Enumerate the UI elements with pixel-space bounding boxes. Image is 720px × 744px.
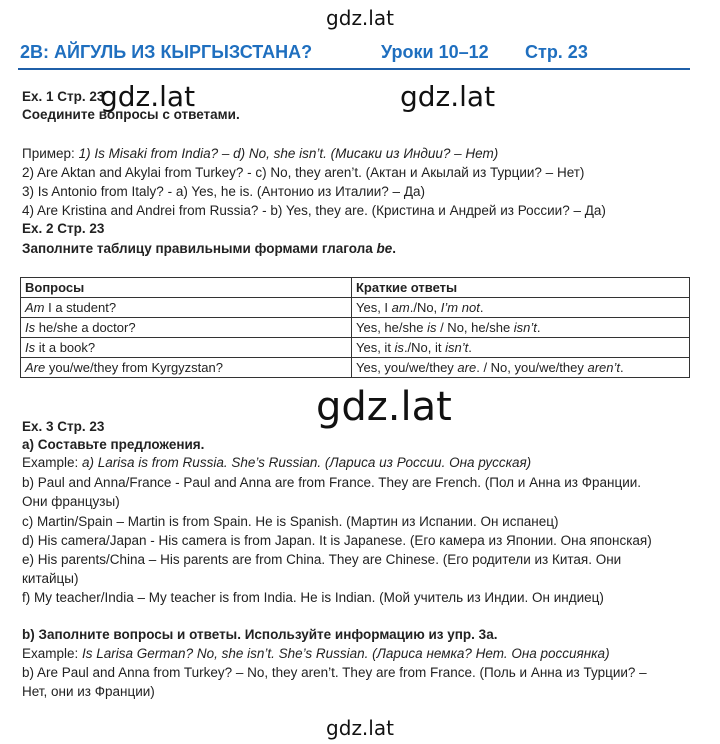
example-text: Is Larisa German? No, she isn’t. She’s Russian. (Лариса немка? Нет. Она россиянка) <box>82 646 610 661</box>
answer-part: Yes, I <box>356 300 392 315</box>
verb-form: am <box>391 300 410 315</box>
question-cell <box>21 338 352 358</box>
ex1-example <box>22 145 498 163</box>
watermark: gdz.lat <box>100 80 196 113</box>
ex1-item: 2) Are Aktan and Akylai from Turkey? - c) No, they aren’t. (Актан и Акылай из Турции? – Нет) <box>22 165 585 180</box>
verb-form: Are <box>25 360 46 375</box>
ex3-b-line: b) Are Paul and Anna from Turkey? – No, they aren’t. They are from France. (Поль и Анна из Турции? – <box>22 665 647 680</box>
watermark-top: gdz.lat <box>326 6 394 30</box>
question-cell <box>21 298 352 318</box>
ex3-line: c) Martin/Spain – Martin is from Spain. He is Spanish. (Мартин из Испании. Он испанец) <box>22 514 559 529</box>
table-header-row <box>21 278 690 298</box>
table-row <box>21 358 690 378</box>
table-row <box>21 318 690 338</box>
answer-cell <box>352 358 690 378</box>
verb-form: are <box>457 360 477 375</box>
table-row <box>21 338 690 358</box>
answer-part: / No, he/she <box>436 320 514 335</box>
ex3-b-line: Нет, они из Франции) <box>22 684 155 699</box>
question-rest: I a student? <box>44 300 117 315</box>
verb-form: isn’t <box>445 340 469 355</box>
verb-form: is <box>427 320 437 335</box>
answer-part: . <box>468 340 472 355</box>
ex3-line: d) His camera/Japan - His camera is from Japan. It is Japanese. (Его камера из Японии. Она японская) <box>22 533 652 548</box>
ex1-item: 3) Is Antonio from Italy? - a) Yes, he is. (Антонио из Италии? – Да) <box>22 184 425 199</box>
verb-form: Am <box>25 300 45 315</box>
table-row <box>21 298 690 318</box>
ex3-line: e) His parents/China – His parents are from China. They are Chinese. (Его родители из Китая. Они <box>22 552 622 567</box>
answer-part: . <box>536 320 541 335</box>
be-forms-table <box>20 277 690 378</box>
ex3-example <box>22 454 531 472</box>
answer-part: Yes, you/we/they <box>356 360 458 375</box>
verb-form: Is <box>25 340 36 355</box>
watermark-center: gdz.lat <box>316 384 452 430</box>
question-cell <box>21 318 352 338</box>
unit-title: 2B: АЙГУЛЬ ИЗ КЫРГЫЗСТАНА? <box>20 42 313 62</box>
ex3-b-example <box>22 645 610 663</box>
ex3-line: f) My teacher/India – My teacher is from India. He is Indian. (Мой учитель из Индии. Он индиец) <box>22 590 604 605</box>
ex2-heading: Ex. 2 Стр. 23 <box>22 221 105 236</box>
ex2-verb: be <box>376 241 393 256</box>
watermark-bottom: gdz.lat <box>326 716 394 740</box>
answer-cell <box>352 298 690 318</box>
verb-form: isn’t <box>513 320 537 335</box>
ex3-part-a-heading: a) Составьте предложения. <box>22 437 205 452</box>
example-label: Example: <box>22 646 83 661</box>
answer-cell <box>352 338 690 358</box>
answer-cell <box>352 318 690 338</box>
page-header <box>18 40 690 70</box>
answer-part: . / No, you/we/they <box>476 360 588 375</box>
answer-part: . <box>479 300 484 315</box>
answer-part: ./No, <box>409 300 441 315</box>
ex2-instruction <box>22 240 396 258</box>
question-cell <box>21 358 352 378</box>
verb-form: I’m not <box>440 300 480 315</box>
verb-form: is <box>394 340 404 355</box>
answer-part: Yes, it <box>356 340 395 355</box>
ex3-heading: Ex. 3 Стр. 23 <box>22 419 105 434</box>
verb-form: aren’t <box>587 360 621 375</box>
example-label: Example: <box>22 455 83 470</box>
question-rest: it a book? <box>35 340 96 355</box>
column-header-answers: Краткие ответы <box>352 278 690 298</box>
ex3-line: китайцы) <box>22 571 79 586</box>
ex2-instruction-end: . <box>392 241 396 256</box>
lessons-label: Уроки 10–12 <box>381 42 489 62</box>
answer-part: ./No, it <box>403 340 446 355</box>
verb-form: Is <box>25 320 36 335</box>
ex3-line: b) Paul and Anna/France - Paul and Anna are from France. They are French. (Пол и Анна из Франции. <box>22 475 642 490</box>
ex2-instruction-text: Заполните таблицу правильными формами глагола <box>22 241 377 256</box>
example-text: a) Larisa is from Russia. She’s Russian. (Лариса из России. Она русская) <box>82 455 532 470</box>
example-text: 1) Is Misaki from India? – d) No, she isn’t. (Мисаки из Индии? – Нет) <box>78 146 499 161</box>
answer-part: . <box>620 360 624 375</box>
answer-part: Yes, he/she <box>356 320 428 335</box>
ex3-part-b-heading: b) Заполните вопросы и ответы. Используйте информацию из упр. 3а. <box>22 627 498 642</box>
question-rest: he/she a doctor? <box>35 320 136 335</box>
page-label: Стр. 23 <box>525 42 588 62</box>
ex1-heading: Ex. 1 Стр. 23 <box>22 89 105 104</box>
question-rest: you/we/they from Kyrgyzstan? <box>45 360 223 375</box>
column-header-questions: Вопросы <box>21 278 352 298</box>
ex1-instruction: Соедините вопросы с ответами. <box>22 107 240 122</box>
ex3-line: Они французы) <box>22 494 120 509</box>
ex1-item: 4) Are Kristina and Andrei from Russia? - b) Yes, they are. (Кристина и Андрей из России? – Да) <box>22 203 606 218</box>
example-label: Пример: <box>22 146 79 161</box>
watermark: gdz.lat <box>400 80 496 113</box>
